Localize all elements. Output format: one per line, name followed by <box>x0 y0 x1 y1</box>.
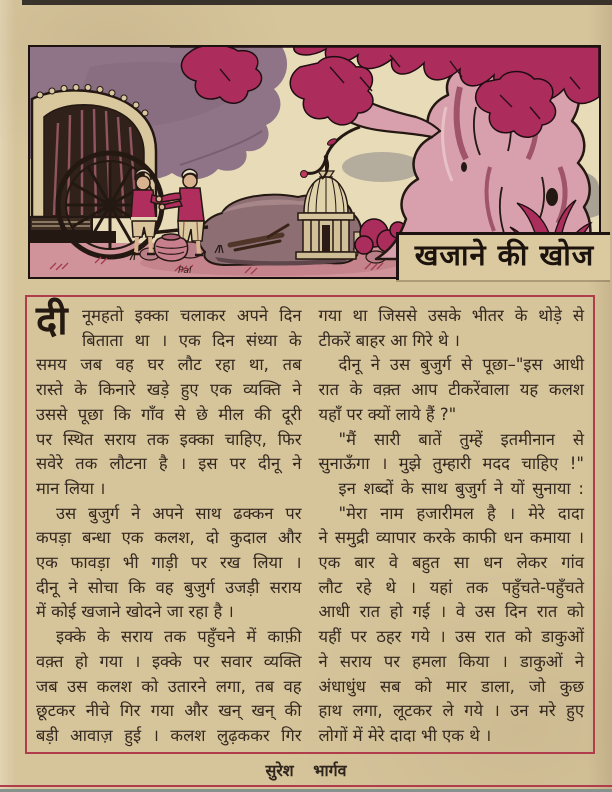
text-line: ने समुद्री व्यापार करके काफी धन कमाया । <box>318 528 584 548</box>
page-title: खजाने की खोज <box>414 238 595 272</box>
text-line: रास्ते के किनारे खड़े हुए एक व्यक्ति ने <box>36 380 302 400</box>
story-paragraph <box>319 428 585 477</box>
story-paragraph <box>319 304 585 353</box>
text-line: रात के वक़्त आप टीकरेंवाला यह कलश <box>318 380 584 400</box>
text-line: दीनू ने उस बुजुर्ग से पूछा–"इस आधी <box>338 355 584 375</box>
text-line: यहाँ पर क्यों लाये हैं ?" <box>318 404 457 424</box>
text-line: ने सराय पर हमला किया । डाकुओं ने <box>318 651 584 671</box>
text-line: अंधाधुंध सब को मार डाला, जो कुछ <box>318 676 584 696</box>
text-line: उस बुजुर्ग ने अपने साथ ढक्कन पर <box>56 503 302 523</box>
text-line: मान लिया । <box>36 478 106 498</box>
story-paragraph <box>36 502 302 626</box>
text-line: छूटकर नीचे गिर गया और खन् खन् की <box>36 701 302 721</box>
text-line: दीनू ने सोचा कि वह बुजुर्ग उजड़ी सराय <box>36 577 302 597</box>
text-line: लोगों में मेरे दादा भी एक थे । <box>318 725 492 745</box>
text-line: वक़्त हो गया । इक्के पर सवार व्यक्ति <box>36 651 302 671</box>
story-paragraph <box>319 477 585 502</box>
text-line: गया था जिससे उसके भीतर के थोड़े से <box>318 306 584 325</box>
text-line: समय जब वह घर लौट रहा था, तब <box>36 355 302 375</box>
text-line: बिताता था । एक दिन संध्या के <box>82 330 302 350</box>
text-line: लौट रहे थे । यहां तक पहुँचते-पहुँचते <box>318 577 584 597</box>
text-line: उससे पूछा कि गाँव से छे मील की दूरी <box>36 404 302 424</box>
story-text-frame <box>25 295 595 754</box>
text-line: एक फावड़ा भी गाड़ी पर रख लिया । <box>36 553 302 573</box>
text-line: इक्के के सराय तक पहुँचने में काफ़ी <box>56 627 302 647</box>
text-line: पर स्थित सराय तक इक्का चाहिए, फिर <box>36 429 302 449</box>
story-column-right <box>319 304 585 752</box>
bottom-red-rule <box>0 785 612 787</box>
text-line: "मेरा नाम हजारीमल है । मेरे दादा <box>338 503 584 523</box>
text-line: सवेरे तक लौटना है । इस पर दीनू ने <box>36 454 302 474</box>
story-paragraph <box>36 625 302 749</box>
text-line: टीकरें बाहर आ गिरे थे । <box>318 330 460 350</box>
story-paragraph <box>36 298 302 502</box>
text-line: आधी रात हो गई । वे उस दिन रात को <box>318 602 584 622</box>
text-line: बड़ी आवाज़ हुई । कलश लुढ़ककर गिर <box>36 725 302 745</box>
tree-knot <box>546 188 558 206</box>
text-line: कपड़ा बन्धा एक कलश, दो कुदाल और <box>36 528 302 548</box>
pot <box>154 234 187 261</box>
scan-top-edge <box>22 0 612 5</box>
text-line: "मैं सारी बातें तुम्हें इतमीनान से <box>338 429 584 449</box>
artist-signature: Pal <box>178 266 192 276</box>
title-box <box>396 232 610 280</box>
drop-cap: दी <box>36 298 68 344</box>
text-line: हाथ लगा, लूटकर ले गये । उन मरे हुए <box>318 701 584 721</box>
story-paragraph <box>319 353 585 427</box>
text-line: नूमहतो इक्का चलाकर अपने दिन <box>82 306 302 325</box>
text-line: यहीं पर ठहर गये । उस रात को डाकुओं <box>318 627 584 647</box>
author-credit: सुरेश भार्गव <box>265 761 347 780</box>
text-line: एक बार वे बहुत सा धन लेकर गांव <box>318 553 584 573</box>
story-column-left <box>36 298 302 752</box>
text-line: में कोई खजाने खोदने जा रहा है । <box>36 602 234 622</box>
text-line: जब उस कलश को उतारने लगा, तब वह <box>36 676 302 696</box>
text-line: सुनाऊँगा । मुझे तुम्हारी मदद चाहिए !" <box>318 454 584 474</box>
text-line: इन शब्दों के साथ बुजुर्ग ने यों सुनाया : <box>338 478 584 498</box>
story-paragraph <box>319 502 585 749</box>
